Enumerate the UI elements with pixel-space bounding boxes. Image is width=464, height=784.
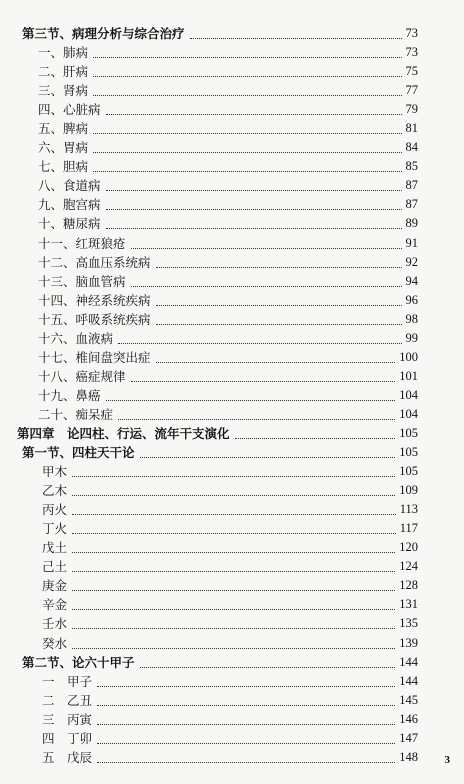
- toc-entry: [0, 729, 464, 748]
- toc-entry: [0, 367, 464, 386]
- toc-entry-label: 四、心脏病: [38, 102, 101, 118]
- toc-page-number: 135: [397, 614, 418, 633]
- dot-leader: [106, 188, 402, 191]
- toc-entry-label: 三 丙寅: [42, 711, 93, 727]
- toc-page-number: 98: [404, 310, 419, 329]
- dot-leader: [93, 169, 401, 172]
- toc-entry-label: 十三、脑血管病: [38, 273, 126, 289]
- dot-leader: [97, 703, 395, 706]
- toc-entry-label: 癸水: [42, 635, 68, 651]
- toc-page-number: 84: [404, 138, 419, 157]
- toc-entry-label: 十七、椎间盘突出症: [38, 349, 151, 365]
- toc-entry-label: 二 乙丑: [42, 692, 93, 708]
- toc-entry: [0, 329, 464, 348]
- toc-page-number: 91: [404, 234, 419, 253]
- toc-page-number: 100: [397, 348, 418, 367]
- dot-leader: [72, 588, 395, 591]
- toc-entry: [0, 138, 464, 157]
- toc-page-number: 147: [397, 729, 418, 748]
- toc-page-number: 145: [397, 691, 418, 710]
- dot-leader: [72, 493, 395, 496]
- toc-entry-label: 八、食道病: [38, 178, 101, 194]
- dot-leader: [156, 360, 396, 363]
- toc-entry-label: 一 甲子: [42, 673, 93, 689]
- dot-leader: [97, 760, 395, 763]
- toc-entry: [0, 157, 464, 176]
- toc-entry: [0, 614, 464, 633]
- toc-page-number: 85: [404, 157, 419, 176]
- toc-page-number: 144: [397, 653, 418, 672]
- dot-leader: [131, 379, 396, 382]
- dot-leader: [72, 607, 395, 610]
- toc-entry: [0, 519, 464, 538]
- dot-leader: [72, 550, 395, 553]
- toc-entry-label: 二十、痴呆症: [38, 406, 114, 422]
- toc-entry-label: 辛金: [42, 597, 68, 613]
- dot-leader: [106, 398, 396, 401]
- toc-page-number: 75: [404, 62, 419, 81]
- toc-entry: [0, 538, 464, 557]
- dot-leader: [156, 265, 402, 268]
- dot-leader: [156, 322, 402, 325]
- toc-page-number: 117: [398, 519, 418, 538]
- toc-entry: [0, 576, 464, 595]
- toc-entry-label: 三、肾病: [38, 83, 89, 99]
- toc-entry-label: 第一节、四柱天干论: [22, 445, 135, 461]
- toc-entry: [0, 481, 464, 500]
- dot-leader: [235, 436, 396, 439]
- toc-entry-label: 九、胞宫病: [38, 197, 101, 213]
- toc-entry-label: 乙木: [42, 483, 68, 499]
- toc-section: [0, 443, 464, 462]
- toc-entry-label: 二、肝病: [38, 64, 89, 80]
- toc-page-number: 120: [397, 538, 418, 557]
- toc-page-number: 92: [404, 253, 419, 272]
- toc-entry-label: 七、胆病: [38, 159, 89, 175]
- toc-page-number: 96: [404, 291, 419, 310]
- toc-page-number: 128: [397, 576, 418, 595]
- toc-entry: [0, 310, 464, 329]
- toc-page-number: 81: [404, 119, 419, 138]
- toc-entry-label: 五 戊辰: [42, 749, 93, 765]
- toc-entry-label: 丙火: [42, 502, 68, 518]
- dot-leader: [97, 722, 395, 725]
- toc-page-number: 105: [397, 424, 418, 443]
- dot-leader: [106, 112, 402, 115]
- dot-leader: [140, 455, 396, 458]
- toc-page-number: 109: [397, 481, 418, 500]
- toc-chapter: [0, 424, 464, 443]
- toc-entry: [0, 557, 464, 576]
- dot-leader: [156, 303, 402, 306]
- dot-leader: [118, 341, 401, 344]
- toc-page-number: 73: [404, 24, 419, 43]
- toc-entry-label: 第四章 论四柱、行运、流年干支演化: [17, 425, 230, 441]
- toc-page-number: 104: [397, 386, 418, 405]
- toc-section: [0, 24, 464, 43]
- toc-entry: [0, 634, 464, 653]
- dot-leader: [93, 131, 401, 134]
- dot-leader: [72, 474, 395, 477]
- toc-page-number: 89: [404, 214, 419, 233]
- toc-entry: [0, 500, 464, 519]
- toc-entry-label: 十五、呼吸系统疾病: [38, 311, 151, 327]
- dot-leader: [72, 569, 395, 572]
- toc-page-number: 148: [397, 748, 418, 767]
- toc-entry: [0, 100, 464, 119]
- toc-entry-label: 五、脾病: [38, 121, 89, 137]
- toc-page-number: 79: [404, 100, 419, 119]
- toc-entry-label: 十、糖尿病: [38, 216, 101, 232]
- toc-page-number: 94: [404, 272, 419, 291]
- toc-entry: [0, 214, 464, 233]
- toc-entry-label: 十一、红斑狼疮: [38, 235, 126, 251]
- toc-page-number: 131: [397, 595, 418, 614]
- toc-entry: [0, 291, 464, 310]
- toc-entry-label: 戊土: [42, 540, 68, 556]
- toc-entry-label: 十六、血液病: [38, 330, 114, 346]
- toc-page-number: 146: [397, 710, 418, 729]
- toc-entry-label: 甲木: [42, 464, 68, 480]
- toc-entry: [0, 710, 464, 729]
- dot-leader: [93, 74, 401, 77]
- toc-page-number: 113: [398, 500, 418, 519]
- toc-entry-label: 壬水: [42, 616, 68, 632]
- toc-entry: [0, 691, 464, 710]
- toc-entry: [0, 81, 464, 100]
- dot-leader: [93, 55, 401, 58]
- toc-entry: [0, 405, 464, 424]
- dot-leader: [140, 665, 396, 668]
- toc-entry-label: 十八、癌症规律: [38, 368, 126, 384]
- toc-entry: [0, 348, 464, 367]
- toc-page-number: 139: [397, 634, 418, 653]
- toc-page-number: 99: [404, 329, 419, 348]
- toc-entry-label: 一、肺病: [38, 45, 89, 61]
- toc-section: [0, 653, 464, 672]
- toc-entry: [0, 748, 464, 767]
- toc-entry: [0, 176, 464, 195]
- dot-leader: [118, 417, 395, 420]
- toc-page-number: 105: [397, 443, 418, 462]
- page-number: 3: [444, 754, 450, 766]
- dot-leader: [97, 741, 395, 744]
- dot-leader: [190, 36, 402, 39]
- dot-leader: [131, 246, 402, 249]
- toc-entry-label: 丁火: [42, 521, 68, 537]
- dot-leader: [106, 226, 402, 229]
- toc-entry: [0, 195, 464, 214]
- toc-page-number: 87: [404, 195, 419, 214]
- dot-leader: [93, 93, 401, 96]
- toc-entry-label: 四 丁卯: [42, 730, 93, 746]
- toc-page-number: 87: [404, 176, 419, 195]
- toc-page-number: 144: [397, 672, 418, 691]
- toc-entry: [0, 43, 464, 62]
- table-of-contents: [0, 24, 464, 767]
- toc-entry-label: 庚金: [42, 578, 68, 594]
- toc-entry: [0, 672, 464, 691]
- toc-entry: [0, 253, 464, 272]
- toc-entry-label: 六、胃病: [38, 140, 89, 156]
- dot-leader: [72, 531, 396, 534]
- toc-entry: [0, 595, 464, 614]
- dot-leader: [72, 626, 395, 629]
- toc-page-number: 104: [397, 405, 418, 424]
- toc-entry: [0, 234, 464, 253]
- toc-entry-label: 己土: [42, 559, 68, 575]
- toc-entry: [0, 119, 464, 138]
- toc-entry-label: 第三节、病理分析与综合治疗: [22, 26, 185, 41]
- toc-entry: [0, 462, 464, 481]
- dot-leader: [131, 284, 402, 287]
- toc-entry: [0, 62, 464, 81]
- toc-entry: [0, 386, 464, 405]
- toc-page-number: 101: [397, 367, 418, 386]
- toc-entry: [0, 272, 464, 291]
- dot-leader: [97, 684, 395, 687]
- toc-entry-label: 第二节、论六十甲子: [22, 654, 135, 670]
- dot-leader: [93, 150, 401, 153]
- toc-entry-label: 十二、高血压系统病: [38, 254, 151, 270]
- toc-page-number: 77: [404, 81, 419, 100]
- toc-page-number: 124: [397, 557, 418, 576]
- toc-page-number: 105: [397, 462, 418, 481]
- dot-leader: [72, 646, 395, 649]
- dot-leader: [106, 207, 402, 210]
- dot-leader: [72, 512, 396, 515]
- toc-entry-label: 十九、鼻癌: [38, 387, 101, 403]
- toc-page-number: 73: [404, 43, 419, 62]
- toc-entry-label: 十四、神经系统疾病: [38, 292, 151, 308]
